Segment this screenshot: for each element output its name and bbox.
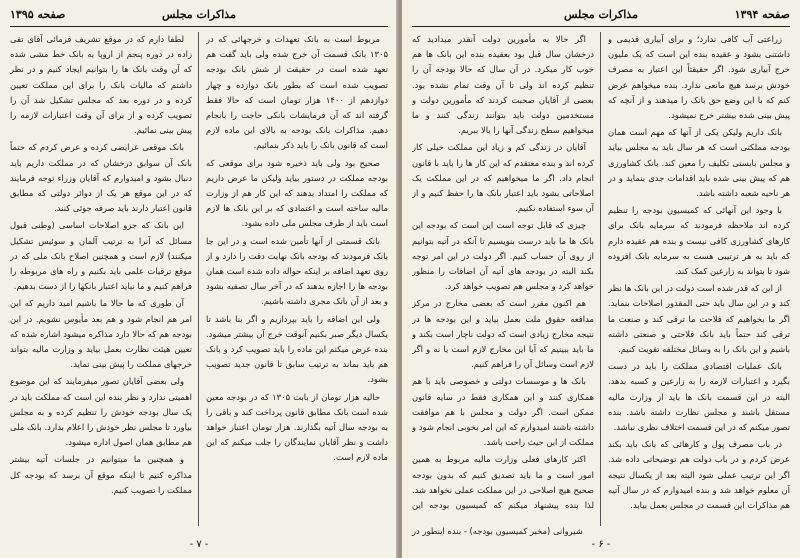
running-title: مذاکرات مجلس [162, 8, 236, 21]
paragraph: ولی این اضافه را باید بپردازیم و اگر بنا باشد تا یکسال دیگر صبر بکنیم آنوقت خرج آن بیشتر میشود. بنده عرض میکنم این ماده را باید تصویب کرد و بانک هم باید بماند به ترتیب سابق تا قانون جدید تصویب بشود. [206, 313, 388, 385]
text-column-right [608, 32, 790, 526]
left-page [0, 0, 398, 558]
page-header [10, 8, 388, 27]
page-number: - ۶ - [591, 539, 611, 550]
paragraph: بانک موقعی عرایضی کرده و عرض کردم که حتماً بانک آن سوابق درخشان که در مملکت داریم باید دنبال بشود و امیدوارم که آقایان وزراء توجه فرمایند که در این موقع هر یک از دوائر دولتی که مطابق قانون اعتبار دارند باید صرفه جوئی کنند. [10, 142, 192, 214]
paragraph: مربوط است به بانک تعهدات و خرجهائی که در ۱۳۰۵ بانک قسمت آن خرج شده ولی باید گفت هم تعهد شده است در حقیقت از شش بانک بودجه تصویب شده است که بطور بانک دوازده و چهار دوازدهم از ۱۴۰۰ هزار تومان است که حالا فقط گرفته اند که آن فرمایشات بانکی حاجت را بانجام دهیم. مذاکرات بانک بودجه به بالای این ماده لازم است که قانون بانک را باید ذکر بنمائیم. [206, 34, 388, 151]
paragraph: از این که قدر شده است دولت در این بانک ها نظر کند و در این سال باید حتی المقدور اصلاحات بنماید. اگر ما بخواهیم که فلاحت ما ترقی کند و صنعت ما ترقی کند حتماً باید بانک فلاحتی و صنعتی داشته باشیم و این بانک را به وسائل مختلفه تقویت کنیم. [608, 283, 790, 355]
paragraph: بانک عملیات اقتصادی مملکت را باید در دست بگیرد و اعتبارات لازمه را به زارعین و کسبه بدهد. البته در این قسمت بانک ها باید از وزارت مالیه مستقل باشند و مجلس نظارت داشته باشد. بنده تصور میکنم که در این قسمت اختلاف نظری نباشد. [608, 361, 790, 433]
paragraph: لطفا دارم که در موقع تشریف فرمائی آقای تقی زاده در دوره پنجم از اروپا به بانک خط مشی شده که آن وقت بانک ها را بتوانیم ایجاد کنیم و در نظر داشتم که مالیات بانک را برای این مملکت تعیین کرده و در دوره بعد که مجلس تشکیل شد آن را تصویب کرده و از برای آن وقت اعتبارات لازمه را پیش بینی نمائیم. [10, 34, 192, 136]
column-divider [600, 32, 601, 526]
right-page [402, 0, 800, 558]
page-number: - ۷ - [189, 539, 209, 550]
paragraph: با وجود این آنهائی که کمیسیون بودجه را تنظیم کرده اند ملاحظه فرمودند که سرمایه بانک برای کارهای کشاورزی کافی نیست و بنده هم عقیده دارم که باید به هر ترتیبی هست به سرمایه بانک افزوده شود تا بتواند به زارعین کمک کند. [608, 205, 790, 277]
paragraph: در باب مصرف پول و کارهائی که بانک باید بکند عرض کردم و در باب دولت هم توضیحاتی داده شد. اگر این ترتیب عملی شود البته بعد از یکسال نتیجه آن معلوم خواهد شد و بنده امیدوارم که در سال آتیه هم مذاکرات این قسمت در مجلس بعمل بیاید. [608, 439, 790, 511]
paragraph: صحیح بود ولی باید ذخیره شود برای موقعی که بودجه مملکت در دستور بیاید ولیکن ما عرض داریم که مملکت را امتداد بدهند که این کار هم از وزارت مالیه ساخته است و اعتمادی که بر این بانک ها لازم است باید از طرف مجلس ملی داده بشود. [206, 157, 388, 229]
paragraph: زراعتی آب کافی ندارد؛ و برای آبیاری قدیمی و داشتنی بشود و عقیده بنده این است که یک ملیون خرج آبیاری شود. اگر حقیقتاً این اعتبار به مصرف خودش برسد هیچ مانعی ندارد. بنده میخواهم عرض کنم که با این وضع حق بانک را میدهند و از آنچه که پیش بینی شده بیشتر خرج نمیشود. [608, 34, 790, 121]
paragraph: بانک ها و موسسات دولتی و خصوصی باید با هم همکاری کنند و این همکاری فقط در سایه قانون ممکن است. اگر دولت و مجلس با هم موافقت داشته باشند امیدوارم که این امر بخوبی انجام شود و مملکت از این حیث راحت باشد. [412, 376, 594, 448]
paragraph: ولی بعضی آقایان تصور میفرمایند که این موضوع اهمیتی ندارد و نظر بنده این است که مملکت باید در یک سال بودجه خودش را تنظیم کرده و به مجلس بیاورد تا مجلس نظر خودش را اعلام بدارد. بانک ملی هم مطابق همان اصول اداره میشود. [10, 376, 192, 448]
paragraph: اکثر کارهای فعلی وزارت مالیه مربوط به همین امور است و ما باید تصدیق کنیم که بدون بودجه صحیح هیچ اصلاحی در این مملکت عملی نخواهد شد. لذا بنده پیشنهاد میکنم که کمیسیون بودجه این [412, 454, 594, 511]
paragraph: آقایان در زندگی کم و زیاد این مملکت خیلی کار کرده اند و بنده معتقدم که این کار ها را باید با قانون انجام داد. اگر ما میخواهیم که در این مملکت یک اصلاحاتی بشود باید اعتبار بانک ها را حفظ کنیم و از آن سوء استفاده نکنیم. [412, 142, 594, 214]
paragraph: آن طوری که ما حالا ما باشیم امید داریم که این امر هم انجام شود و هم بعد مأیوس نشویم. در این بودجه هم که حالا دارد مذاکره میشود اشاره شده که تعیین هیئت نظارت بعمل بیاید و وزارت مالیه بتواند خرجهای مملکت را پیش بینی نماید. [10, 298, 192, 370]
paragraph: چیزی که قابل توجه است این است که بودجه این بانک ها ما باید درست بنویسیم تا آنکه در آتیه بتوانیم از روی آن حساب کنیم. اگر دولت در این امر توجه بکند البته در بودجه های آتیه آن اضافات را منظور خواهد کرد و مجلس هم تصویب خواهد کرد. [412, 220, 594, 292]
text-column-left [412, 32, 594, 514]
paragraph: بانک داریم ولیکن یکی از آنها که مهم است همان بودجه مملکتی است که هر سال باید به مجلس بیاید و مجلس بایستی تکلیف را معین کند. بانک کشاورزی هم که پیش بینی شده باید اقدامات جدی بنماید و در هر ناحیه شعبه داشته باشد. [608, 127, 790, 199]
page-label: صفحه ۱۳۹۵ [10, 8, 66, 21]
text-column-right [206, 32, 388, 526]
page-header [412, 8, 790, 27]
running-title: مذاکرات مجلس [564, 8, 638, 21]
paragraph: حالیه هزار تومان از بابت ۱۳۰۵ که در بودجه معین شده است بانک مطابق قانون پرداخت کند و باقی را به بودجه سال آتیه بگذارند. هزار تومان اعتبار خواهد داشت و نظر آقایان نمایندگان را جلب میکنم که این ماده لازم است. [206, 391, 388, 463]
speaker-line: شیروانی (مخبر کمیسیون بودجه) - بنده اینطور در [412, 526, 583, 536]
paragraph: و همچنین ما میتوانیم در جلسات آتیه بیشتر مذاکره کنیم تا اینکه موقع آن برسد که بودجه کل مملکت را تصویب کنیم. [10, 454, 192, 495]
paragraph: این بانک که جزو اصلاحات اساسی (وطنی قبول مسائل که آنرا به ترتیب آلمان و سوئیس تشکیل میکنند) لازم است و همچنین اصلاح بانک ملی که در موقع ترقیات علمی باید بکنیم و راه های مربوطه را فراهم کنیم و ما نباید اعتبار بانکها را از دست بدهیم. [10, 220, 192, 292]
text-column-left [10, 32, 192, 526]
paragraph: بانک قسمتی از آنها تأمین شده است و در این جا بانک فرمودند که بودجه بانک نهایت دقت را دارد و از روی تعهد اضافه بر اینکه حواله داده شده است همان بودجه ها را اجازه بدهند که در آخر سال تصفیه بشود و بعد از آن بانک مجری داشته باشیم. [206, 235, 388, 307]
column-divider [198, 32, 199, 526]
page-label: صفحه ۱۳۹۴ [734, 8, 790, 21]
paragraph: هم اکنون مقرر است که بعضی مخارج در مرکز مدافعه حقوق ملت بعمل بیاید و این بودجه ها در نتیجه مخارج زیادی است که دولت ناچار است بکند و ما باید ببینیم که آیا این مخارج لازم است یا نه و اگر لازم است وسائل آن را فراهم کنیم. [412, 298, 594, 370]
paragraph: اگر حالا به مأمورین دولت آنقدر میدادید که درخشان سال قبل بود بعقیده بنده این بانک ها هم خوب کار میکرد. در آن سال که حالا بودجه آن را تنظیم کرده اند ولی تا آن وقت تمام نشده بود. بعضی از آقایان صحبت کردند که مأمورین دولت و مستخدمین دولت باید بتوانند زندگی کنند و ما میخواهیم سطح زندگی آنها را بالا ببریم. [412, 34, 594, 136]
